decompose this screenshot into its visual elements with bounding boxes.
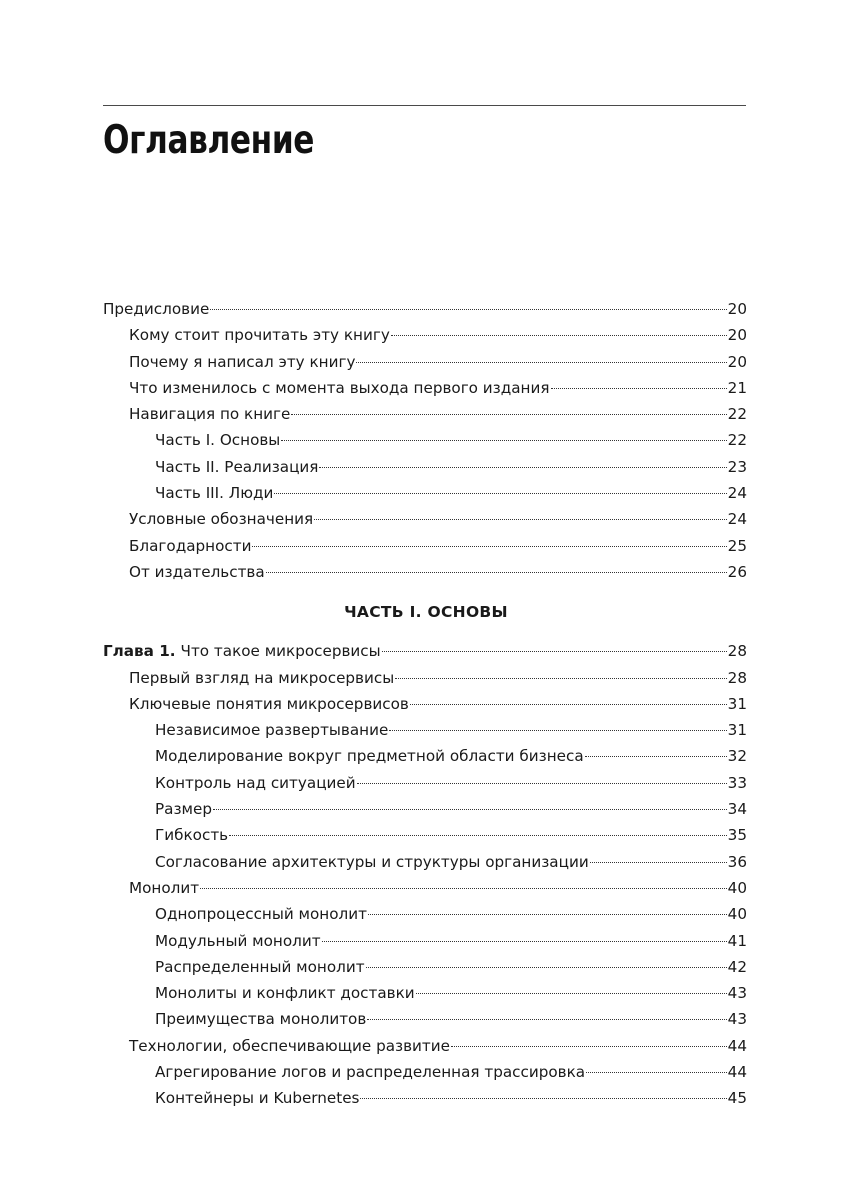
toc-entry[interactable] xyxy=(103,822,747,848)
toc-entry[interactable] xyxy=(103,322,747,348)
toc-page-number: 33 xyxy=(727,773,747,792)
dot-leader xyxy=(551,388,727,389)
toc-page-number: 25 xyxy=(727,536,747,555)
dot-leader xyxy=(590,862,727,863)
toc-entry-title: Часть I. Основы xyxy=(155,431,281,450)
toc-page-number: 40 xyxy=(727,905,747,924)
dot-leader xyxy=(451,1046,727,1047)
toc-entry-title: Первый взгляд на микросервисы xyxy=(129,668,395,687)
dot-leader xyxy=(210,309,726,310)
toc-entry[interactable] xyxy=(103,506,747,532)
toc-page-number: 43 xyxy=(727,1010,747,1029)
dot-leader xyxy=(585,756,727,757)
toc-entry[interactable] xyxy=(103,296,747,322)
page-title: Оглавление xyxy=(103,118,315,163)
dot-leader xyxy=(291,414,726,415)
dot-leader xyxy=(366,967,727,968)
toc-page-number: 42 xyxy=(727,957,747,976)
toc-entry-title: Технологии, обеспечивающие развитие xyxy=(129,1036,450,1055)
toc-entry-title: Независимое развертывание xyxy=(155,721,389,740)
toc-entry-title: От издательства xyxy=(129,562,265,581)
dot-leader xyxy=(416,993,727,994)
toc-page-number: 24 xyxy=(727,510,747,529)
toc-entry[interactable] xyxy=(103,427,747,453)
dot-leader xyxy=(356,362,726,363)
toc-entry[interactable] xyxy=(103,770,747,796)
toc-entry-title: Распределенный монолит xyxy=(155,957,365,976)
dot-leader xyxy=(314,519,727,520)
toc-page-number: 45 xyxy=(727,1089,747,1108)
toc-entry[interactable] xyxy=(103,665,747,691)
dot-leader xyxy=(274,493,726,494)
toc-page-number: 22 xyxy=(727,405,747,424)
toc-page-number: 40 xyxy=(727,878,747,897)
toc-entry-title: Преимущества монолитов xyxy=(155,1010,367,1029)
toc-page-number: 26 xyxy=(727,562,747,581)
dot-leader xyxy=(252,546,726,547)
toc-entry[interactable] xyxy=(103,1033,747,1059)
toc-page-number: 20 xyxy=(727,352,747,371)
dot-leader xyxy=(281,440,726,441)
toc-page-number: 28 xyxy=(727,668,747,687)
dot-leader xyxy=(368,914,727,915)
toc-page-number: 22 xyxy=(727,431,747,450)
chapter-entries-list xyxy=(103,665,747,1112)
toc-entry-title: Монолиты и конфликт доставки xyxy=(155,984,415,1003)
toc-entry-title: Что такое микросервисы xyxy=(180,642,381,661)
dot-leader xyxy=(410,704,727,705)
dot-leader xyxy=(389,730,726,731)
toc-chapter-row[interactable] xyxy=(103,638,747,664)
toc-entry-title: Часть III. Люди xyxy=(155,484,274,503)
dot-leader xyxy=(200,888,727,889)
toc-page-number: 28 xyxy=(727,642,747,661)
toc-page-number: 43 xyxy=(727,984,747,1003)
toc-entry-title: Модульный монолит xyxy=(155,931,321,950)
toc-entry[interactable] xyxy=(103,980,747,1006)
toc-page-number: 21 xyxy=(727,378,747,397)
toc-entry-title: Однопроцессный монолит xyxy=(155,905,367,924)
toc-entry-title: Что изменилось с момента выхода первого издания xyxy=(129,378,550,397)
toc-page-number: 20 xyxy=(727,300,747,318)
toc-entry[interactable] xyxy=(103,691,747,717)
toc-entry-title: Навигация по книге xyxy=(129,405,291,424)
toc-entry[interactable] xyxy=(103,533,747,559)
dot-leader xyxy=(395,678,726,679)
toc-entry[interactable] xyxy=(103,796,747,822)
toc-page-number: 24 xyxy=(727,484,747,503)
dot-leader xyxy=(367,1019,726,1020)
toc-entry-title: Агрегирование логов и распределенная трассировка xyxy=(155,1063,586,1082)
toc-page-number: 20 xyxy=(727,326,747,345)
toc-page-number: 41 xyxy=(727,931,747,950)
toc-entry[interactable] xyxy=(103,375,747,401)
toc-entry-title: Часть II. Реализация xyxy=(155,457,319,476)
chapter-prefix: Глава 1. xyxy=(103,642,176,661)
toc-entry-title: Контейнеры и Kubernetes xyxy=(155,1089,360,1108)
toc-entry[interactable] xyxy=(103,901,747,927)
toc-entry[interactable] xyxy=(103,454,747,480)
dot-leader xyxy=(213,809,727,810)
toc-entry[interactable] xyxy=(103,559,747,585)
header-rule xyxy=(103,105,746,106)
toc-page-number: 31 xyxy=(727,694,747,713)
toc-entry[interactable] xyxy=(103,401,747,427)
toc-page-number: 44 xyxy=(727,1063,747,1082)
part-heading: ЧАСТЬ I. ОСНОВЫ xyxy=(344,602,508,621)
toc-entry-title: Моделирование вокруг предметной области бизнеса xyxy=(155,747,584,766)
toc-page-number: 44 xyxy=(727,1036,747,1055)
toc-entry[interactable] xyxy=(103,743,747,769)
toc-entry[interactable] xyxy=(103,954,747,980)
toc-page-number: 32 xyxy=(727,747,747,766)
dot-leader xyxy=(266,572,727,573)
toc-entry-title: Гибкость xyxy=(155,826,229,845)
toc-entry[interactable] xyxy=(103,1085,747,1111)
toc-entry-title: Предисловие xyxy=(103,300,210,318)
dot-leader xyxy=(357,783,727,784)
toc-entry-title: Условные обозначения xyxy=(129,510,314,529)
toc-page-number: 23 xyxy=(727,457,747,476)
front-matter-list xyxy=(103,296,747,585)
toc-page-number: 31 xyxy=(727,721,747,740)
toc-entry-title: Кому стоит прочитать эту книгу xyxy=(129,326,390,345)
toc-entry-title: Благодарности xyxy=(129,536,252,555)
dot-leader xyxy=(586,1072,727,1073)
toc-entry[interactable] xyxy=(103,1059,747,1085)
toc-entry-title: Монолит xyxy=(129,878,200,897)
toc-entry[interactable] xyxy=(103,875,747,901)
toc-page-number: 35 xyxy=(727,826,747,845)
dot-leader xyxy=(360,1098,726,1099)
toc-entry-title: Размер xyxy=(155,800,212,819)
toc-entry[interactable] xyxy=(103,928,747,954)
toc-entry-title: Согласование архитектуры и структуры организации xyxy=(155,852,589,871)
dot-leader xyxy=(322,941,727,942)
toc-entry[interactable] xyxy=(103,480,747,506)
toc-entry[interactable] xyxy=(103,717,747,743)
toc-entry-title: Почему я написал эту книгу xyxy=(129,352,356,371)
dot-leader xyxy=(319,467,726,468)
toc-entry[interactable] xyxy=(103,349,747,375)
toc-page-number: 36 xyxy=(727,852,747,871)
dot-leader xyxy=(391,335,727,336)
dot-leader xyxy=(382,651,727,652)
toc-entry[interactable] xyxy=(103,1006,747,1032)
toc-page-number: 34 xyxy=(727,800,747,819)
dot-leader xyxy=(229,835,727,836)
toc-entry-title: Контроль над ситуацией xyxy=(155,773,356,792)
toc-entry-title: Ключевые понятия микросервисов xyxy=(129,694,409,713)
toc-entry[interactable] xyxy=(103,849,747,875)
table-of-contents xyxy=(103,296,747,1112)
